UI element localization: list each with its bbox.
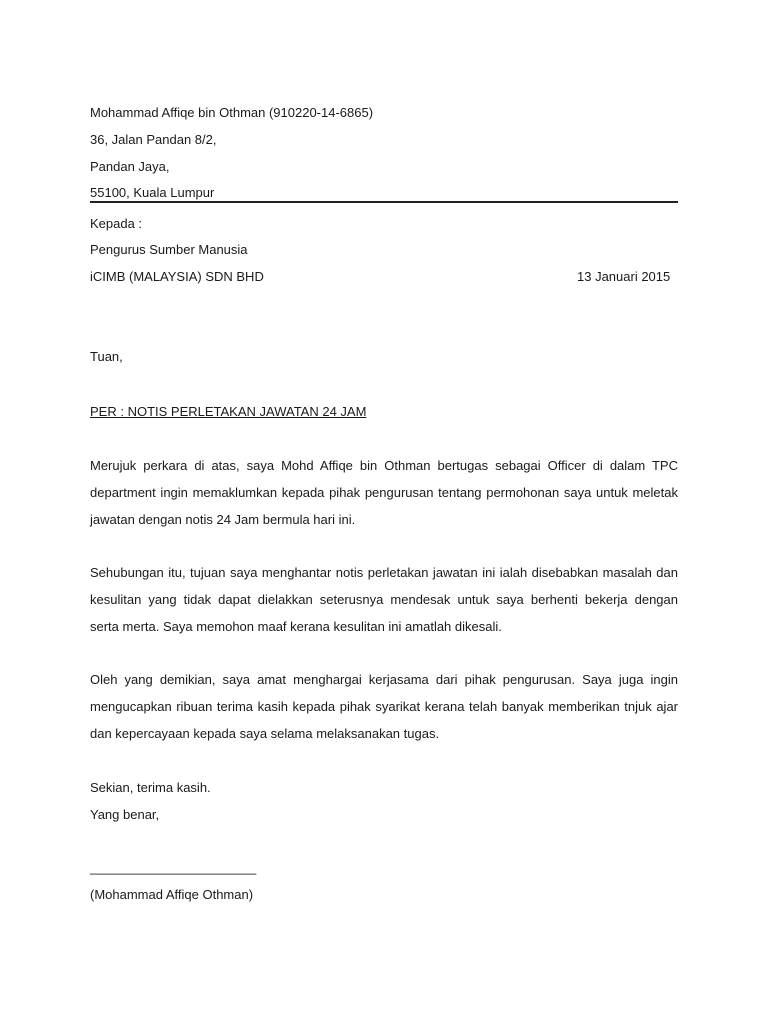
signature-line: _______________________ xyxy=(90,860,257,875)
subject-line: PER : NOTIS PERLETAKAN JAWATAN 24 JAM xyxy=(90,404,367,419)
signatory-name: (Mohammad Affiqe Othman) xyxy=(90,887,254,902)
letter-date: 13 Januari 2015 xyxy=(577,269,671,284)
recipient-to-label: Kepada : xyxy=(90,216,143,231)
closing-thanks: Sekian, terima kasih. xyxy=(90,780,211,795)
paragraph-line: Oleh yang demikian, saya amat menghargai kerjasama dari pihak pengurusan. Saya juga ingin xyxy=(90,672,678,687)
sender-address-line-3: 55100, Kuala Lumpur xyxy=(90,185,215,200)
paragraph-line: jawatan dengan notis 24 Jam bermula hari ini. xyxy=(90,512,356,527)
paragraph-line: serta merta. Saya memohon maaf kerana kesulitan ini amatlah dikesali. xyxy=(90,619,502,634)
header-divider xyxy=(90,201,678,203)
sender-name-line: Mohammad Affiqe bin Othman (910220-14-6865) xyxy=(90,105,374,120)
paragraph-line: dan kepercayaan kepada saya selama melaksanakan tugas. xyxy=(90,726,440,741)
closing-sign-off: Yang benar, xyxy=(90,807,160,822)
body-paragraph-1 xyxy=(90,458,678,539)
paragraph-line: Merujuk perkara di atas, saya Mohd Affiqe bin Othman bertugas sebagai Officer di dalam TPC xyxy=(90,458,678,473)
recipient-title: Pengurus Sumber Manusia xyxy=(90,242,248,257)
sender-address-line-1: 36, Jalan Pandan 8/2, xyxy=(90,132,217,147)
body-paragraph-3 xyxy=(90,672,678,753)
paragraph-line: mengucapkan ribuan terima kasih kepada pihak syarikat kerana telah banyak memberikan tnjuk ajar xyxy=(90,699,678,714)
paragraph-line: department ingin memaklumkan kepada pihak pengurusan tentang permohonan saya untuk meletak xyxy=(90,485,678,500)
recipient-company: iCIMB (MALAYSIA) SDN BHD xyxy=(90,269,264,284)
paragraph-line: kesulitan yang tidak dapat dielakkan seterusnya mendesak untuk saya berhenti bekerja dengan xyxy=(90,592,678,607)
paragraph-line: Sehubungan itu, tujuan saya menghantar notis perletakan jawatan ini ialah disebabkan masalah dan xyxy=(90,565,678,580)
salutation: Tuan, xyxy=(90,349,123,364)
body-paragraph-2 xyxy=(90,565,678,646)
sender-address-line-2: Pandan Jaya, xyxy=(90,159,170,174)
